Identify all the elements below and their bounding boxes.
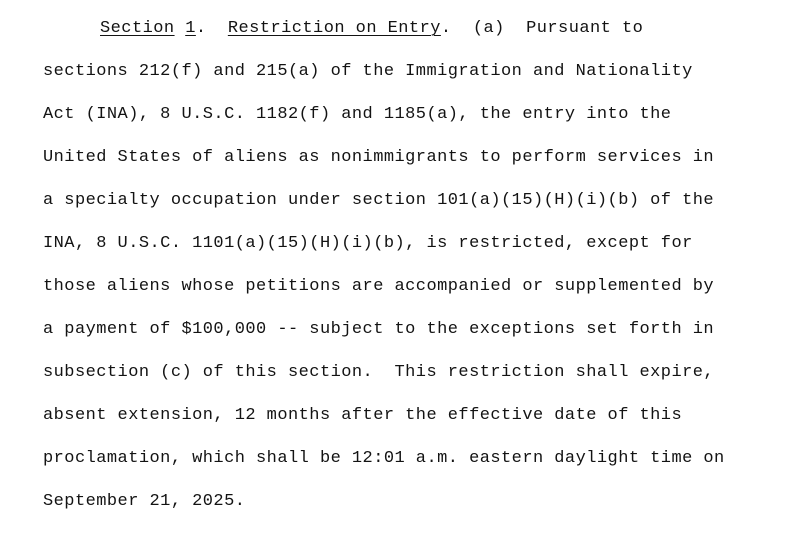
document-text-body: [43, 7, 783, 523]
document-line: [43, 480, 783, 523]
text-run: subsection (c) of this section. This restriction shall expire,: [43, 363, 715, 382]
text-run: INA, 8 U.S.C. 1101(a)(15)(H)(i)(b), is restricted, except for: [43, 234, 693, 253]
document-line: [43, 437, 783, 480]
text-run: a specialty occupation under section 101(a)(15)(H)(i)(b) of the: [43, 191, 715, 210]
document-line: [43, 265, 783, 308]
document-line: [43, 136, 783, 179]
text-run: [175, 19, 186, 38]
document-line: [43, 394, 783, 437]
document-line: [43, 308, 783, 351]
text-run: those aliens whose petitions are accompanied or supplemented by: [43, 277, 715, 296]
text-run: United States of aliens as nonimmigrants to perform services in: [43, 148, 715, 167]
underlined-text-run: Section: [100, 19, 175, 38]
text-run: September 21, 2025.: [43, 492, 246, 511]
document-line: [43, 222, 783, 265]
text-run: sections 212(f) and 215(a) of the Immigration and Nationality: [43, 62, 693, 81]
text-run: absent extension, 12 months after the effective date of this: [43, 406, 683, 425]
document-line: [43, 7, 783, 50]
text-run: a payment of $100,000 -- subject to the exceptions set forth in: [43, 320, 715, 339]
text-run: .: [195, 19, 228, 38]
text-run: proclamation, which shall be 12:01 a.m. eastern daylight time on: [43, 449, 725, 468]
text-run: . (a) Pursuant to: [440, 19, 644, 38]
underlined-text-run: 1: [185, 19, 196, 38]
document-line: [43, 93, 783, 136]
underlined-text-run: Restriction on Entry: [227, 19, 441, 38]
document-line: [43, 351, 783, 394]
text-run: Act (INA), 8 U.S.C. 1182(f) and 1185(a), the entry into the: [43, 105, 672, 124]
document-line: [43, 179, 783, 222]
document-line: [43, 50, 783, 93]
